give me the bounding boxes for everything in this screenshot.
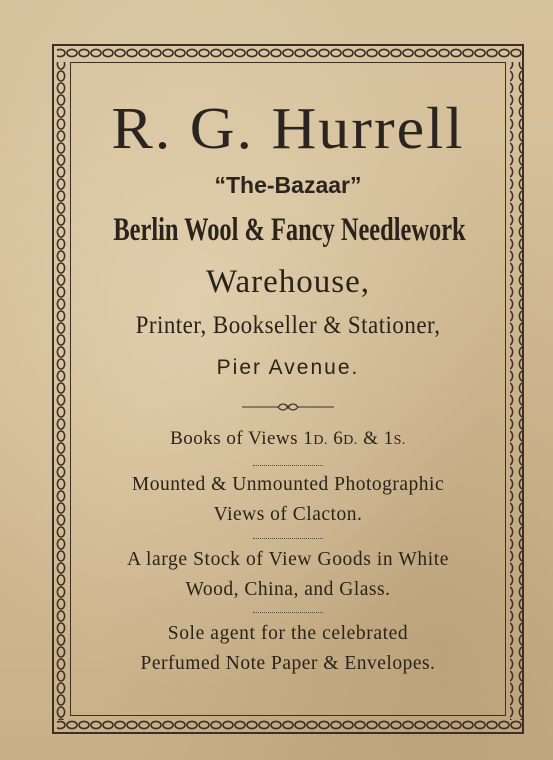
stock-line-1: A large Stock of View Goods in White [126, 549, 450, 570]
warehouse-line: Warehouse, [205, 264, 371, 300]
stock-line-2: Wood, China, and Glass. [185, 579, 391, 600]
services-line: Printer, Bookseller & Stationer, [135, 312, 441, 339]
books-six: 6 [327, 428, 344, 449]
divider-2 [253, 538, 323, 539]
mounted-line-2: Views of Clacton. [213, 504, 363, 525]
shop-name: “The-Bazaar” [214, 172, 362, 198]
agent-line-1: Sole agent for the celebrated [167, 623, 409, 644]
flourish-ornament-icon [238, 400, 338, 414]
price-pence-2: D. [343, 433, 358, 448]
price-pence-1: D. [313, 433, 328, 448]
trade-heading: Berlin Wool & Fancy Needlework [113, 212, 466, 248]
books-of-views-line [52, 428, 524, 450]
books-prefix: Books of Views 1 [170, 428, 314, 449]
price-shilling: S. [393, 433, 406, 448]
mounted-line-1: Mounted & Unmounted Photographic [131, 474, 445, 495]
agent-line-2: Perfumed Note Paper & Envelopes. [140, 653, 436, 674]
advert-text [52, 44, 524, 734]
address-line: Pier Avenue. [216, 356, 360, 379]
divider-1 [253, 465, 323, 466]
divider-3 [253, 612, 323, 613]
books-and: & 1 [357, 428, 394, 449]
proprietor-name: R. G. Hurrell [111, 96, 465, 162]
